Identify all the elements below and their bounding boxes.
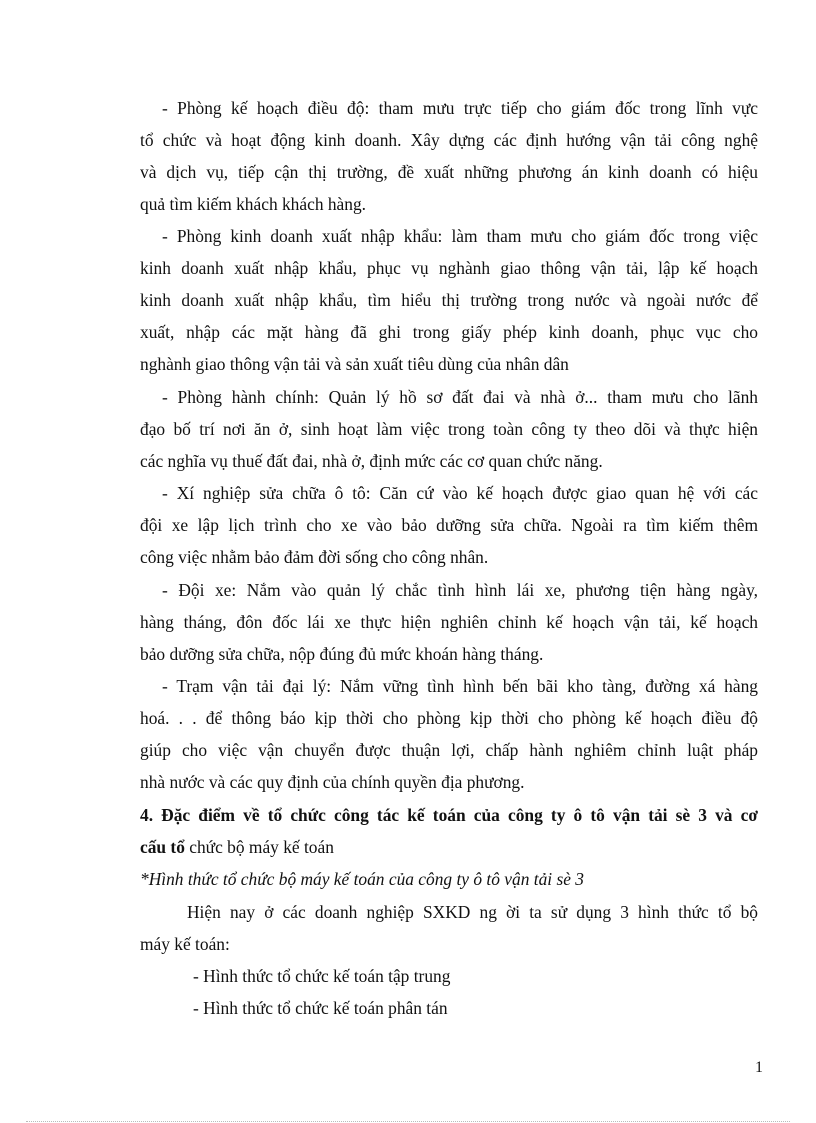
body-line: - Xí nghiệp sửa chữa ô tô: Căn cứ vào kế hoạch được giao quan hệ với các xyxy=(162,483,758,503)
section-heading-continued xyxy=(140,835,758,859)
body-line: Hiện nay ở các doanh nghiệp SXKD ng ời ta sử dụng 3 hình thức tổ bộ xyxy=(187,902,758,922)
subheading: *Hình thức tổ chức bộ máy kế toán của công ty ô tô vận tải sè 3 xyxy=(140,869,584,889)
body-line: - Đội xe: Nắm vào quản lý chắc tình hình lái xe, phương tiện hàng ngày, xyxy=(162,580,758,600)
body-line: bảo dưỡng sửa chữa, nộp đúng đủ mức khoán hàng tháng. xyxy=(140,644,544,664)
body-line: hoá. . . để thông báo kịp thời cho phòng kịp thời cho phòng kế hoạch điều độ xyxy=(140,708,758,728)
body-line: tổ chức và hoạt động kinh doanh. Xây dựng các định hướng vận tải công nghệ xyxy=(140,130,758,150)
body-line: hàng tháng, đôn đốc lái xe thực hiện nghiên chỉnh kế hoạch vận tải, kế hoạch xyxy=(140,612,758,632)
body-line: máy kế toán: xyxy=(140,934,230,954)
body-line: quả tìm kiếm khách khách hàng. xyxy=(140,194,367,214)
body-line: - Phòng kế hoạch điều độ: tham mưu trực tiếp cho giám đốc trong lĩnh vực xyxy=(162,98,758,118)
section-heading: 4. Đặc điểm về tổ chức công tác kế toán của công ty ô tô vận tải sè 3 và cơ xyxy=(140,805,758,825)
list-item: - Hình thức tổ chức kế toán tập trung xyxy=(193,966,451,986)
body-line: - Trạm vận tải đại lý: Nắm vững tình hình bến bãi kho tàng, đường xá hàng xyxy=(162,676,758,696)
heading-bold-part: cấu tổ xyxy=(140,837,185,857)
page-number: 1 xyxy=(755,1059,763,1076)
body-line: đội xe lập lịch trình cho xe vào bảo dưỡng sửa chữa. Ngoài ra tìm kiếm thêm xyxy=(140,515,758,535)
body-line: kinh doanh xuất nhập khẩu, phục vụ nghành giao thông vận tải, lập kế hoạch xyxy=(140,258,758,278)
body-line: các nghĩa vụ thuế đất đai, nhà ở, định mức các cơ quan chức năng. xyxy=(140,451,603,471)
heading-normal-part: chức bộ máy kế toán xyxy=(184,837,334,857)
body-line: công việc nhằm bảo đảm đời sống cho công nhân. xyxy=(140,547,489,567)
body-line: giúp cho việc vận chuyển được thuận lợi, chấp hành nghiêm chỉnh luật pháp xyxy=(140,740,758,760)
body-line: nhà nước và các quy định của chính quyền địa phương. xyxy=(140,772,525,792)
body-line: - Phòng hành chính: Quản lý hồ sơ đất đai và nhà ở... tham mưu cho lãnh xyxy=(162,387,758,407)
page-bottom-divider xyxy=(26,1121,790,1122)
body-line: xuất, nhập các mặt hàng đã ghi trong giấy phép kinh doanh, phục vục cho xyxy=(140,322,758,342)
body-line: - Phòng kinh doanh xuất nhập khẩu: làm tham mưu cho giám đốc trong việc xyxy=(162,226,758,246)
body-line: đạo bố trí nơi ăn ở, sinh hoạt làm việc trong toàn công ty theo dõi và thực hiện xyxy=(140,419,758,439)
list-item: - Hình thức tổ chức kế toán phân tán xyxy=(193,998,448,1018)
body-line: kinh doanh xuất nhập khẩu, tìm hiểu thị trường trong nước và ngoài nước để xyxy=(140,290,758,310)
body-line: nghành giao thông vận tải và sản xuất tiêu dùng của nhân dân xyxy=(140,354,569,374)
body-line: và dịch vụ, tiếp cận thị trường, đề xuất những phương án kinh doanh có hiệu xyxy=(140,162,758,182)
